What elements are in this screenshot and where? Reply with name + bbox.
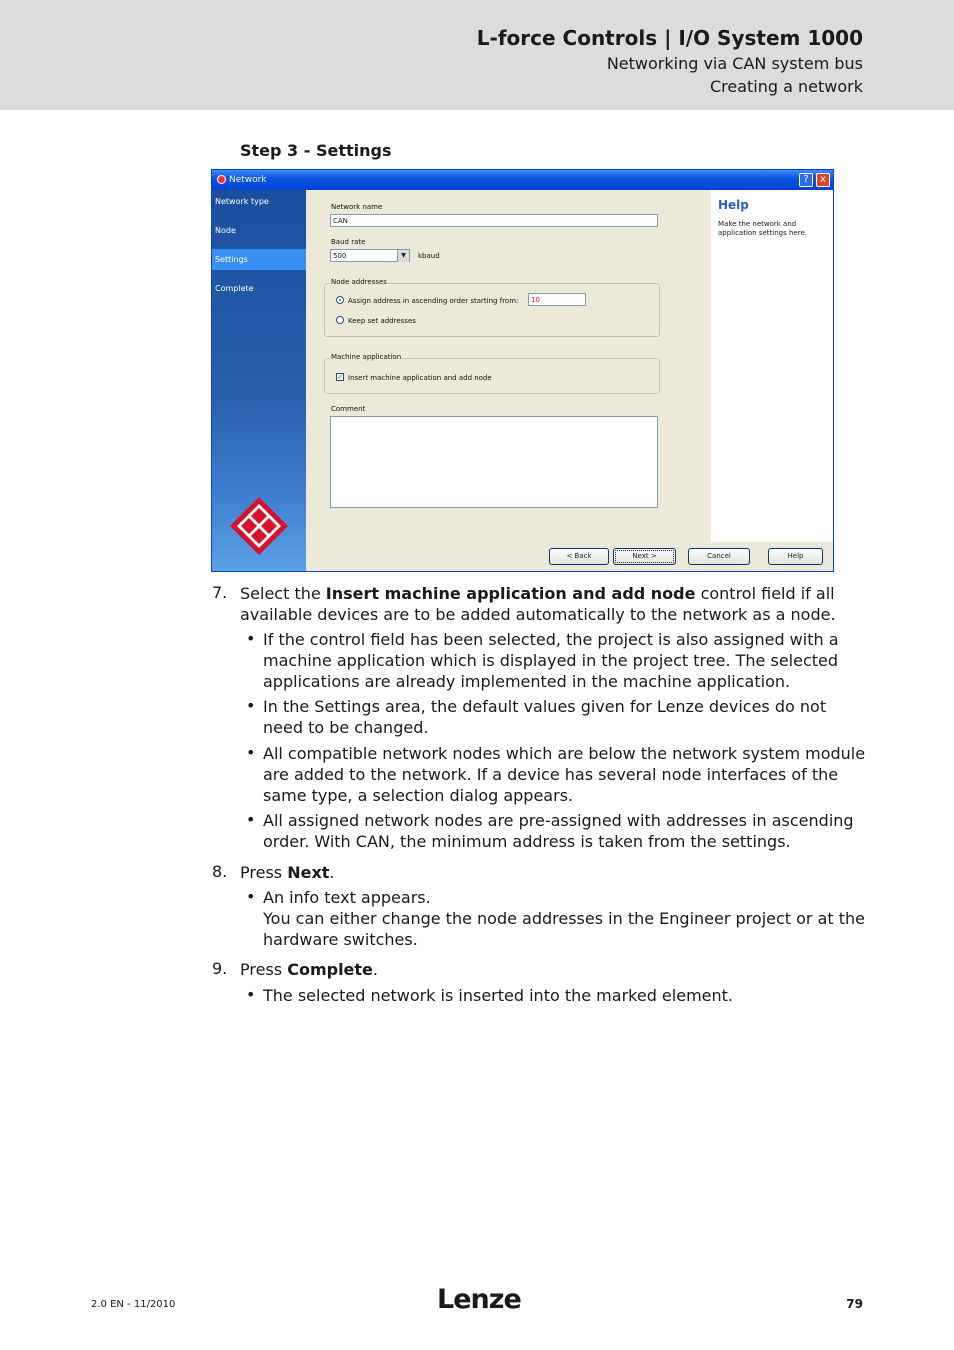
cancel-button[interactable]: Cancel — [688, 548, 750, 565]
lenze-diamond-logo — [229, 496, 289, 556]
footer-lenze-logo: Lenze — [437, 1284, 521, 1315]
baud-unit-label: kbaud — [418, 252, 440, 260]
keep-addresses-radio[interactable] — [336, 316, 344, 324]
assign-address-radio[interactable] — [336, 296, 344, 304]
bullet-icon: • — [246, 985, 256, 1004]
step-8-bullet-1: An info text appears. — [263, 888, 431, 907]
step-9-text: Press Complete. — [240, 960, 378, 979]
bullet-icon: • — [246, 743, 256, 762]
dialog-titlebar — [212, 170, 833, 190]
sidebar-item-node[interactable]: Node — [215, 226, 236, 235]
step-7-text: Select the Insert machine application and add node control field if all available devices are to be added automatically to the network as a node. — [240, 584, 836, 624]
settings-form — [306, 190, 711, 571]
step-9-number: 9. — [212, 959, 228, 978]
page-number: 79 — [846, 1297, 863, 1311]
step-9-button-name: Complete — [287, 960, 373, 979]
header-subtitle-topic: Creating a network — [709, 77, 863, 96]
next-button[interactable]: Next > — [613, 548, 676, 565]
start-address-input[interactable]: 10 — [528, 293, 586, 306]
header-title: L-force Controls | I/O System 1000 — [476, 26, 863, 50]
step-heading: Step 3 - Settings — [240, 141, 392, 160]
header-subtitle-section: Networking via CAN system bus — [606, 54, 863, 73]
step-7-bullet-1: If the control field has been selected, the project is also assigned with a machine application which is displayed in the project tree. The selected applications are already implemented in the machine application. — [263, 630, 839, 691]
bullet-icon: • — [246, 629, 256, 648]
dropdown-arrow-icon[interactable]: ▼ — [397, 250, 409, 262]
step-7-control-name: Insert machine application and add node — [325, 584, 696, 603]
step-7-bullet-3: All compatible network nodes which are below the network system module are added to the network. If a device has several node interfaces of the same type, a selection dialog appears. — [263, 744, 866, 805]
step-9-bullet-1: The selected network is inserted into the marked element. — [263, 986, 733, 1005]
baud-rate-value: 500 — [333, 252, 347, 260]
insert-machine-app-checkbox[interactable]: ✓ — [337, 373, 343, 381]
node-addresses-label: Node addresses — [331, 278, 387, 286]
help-button[interactable]: Help — [768, 548, 823, 565]
sidebar-item-network-type[interactable]: Network type — [215, 197, 269, 206]
title-close-button[interactable]: x — [816, 173, 830, 187]
footer-version: 2.0 EN - 11/2010 — [91, 1299, 176, 1310]
bullet-icon: • — [246, 887, 256, 906]
help-text: Make the network and application settings here. — [718, 220, 807, 237]
step-8-number: 8. — [212, 862, 228, 881]
wizard-sidebar — [212, 190, 306, 571]
step-8-bullet-1-continued: You can either change the node addresses in the Engineer project or at the hardware switches. — [263, 909, 866, 949]
baud-rate-select[interactable] — [330, 249, 410, 262]
sidebar-item-settings[interactable]: Settings — [212, 249, 306, 270]
comment-textarea[interactable] — [330, 416, 658, 508]
keep-addresses-label: Keep set addresses — [348, 317, 416, 325]
step-7-bullet-2: In the Settings area, the default values given for Lenze devices do not need to be changed. — [263, 697, 827, 737]
network-name-label: Network name — [331, 203, 383, 211]
step-8-button-name: Next — [287, 863, 330, 882]
step-8-text: Press Next. — [240, 863, 335, 882]
baud-rate-label: Baud rate — [331, 238, 366, 246]
app-icon — [217, 175, 226, 184]
back-button[interactable]: < Back — [549, 548, 609, 565]
step-7-bullet-4: All assigned network nodes are pre-assigned with addresses in ascending order. With CAN, the minimum address is taken from the settings. — [263, 811, 854, 851]
sidebar-item-complete[interactable]: Complete — [215, 284, 254, 293]
step-7-number: 7. — [212, 583, 228, 602]
machine-application-label: Machine application — [331, 353, 402, 361]
bullet-icon: • — [246, 696, 256, 715]
help-panel — [711, 190, 833, 542]
node-addresses-group — [324, 283, 660, 337]
insert-machine-app-label: Insert machine application and add node — [348, 374, 492, 382]
bullet-icon: • — [246, 810, 256, 829]
help-title: Help — [718, 198, 749, 212]
comment-label: Comment — [331, 405, 366, 413]
dialog-title: Network — [229, 175, 267, 185]
network-name-input[interactable]: CAN — [330, 214, 658, 227]
network-dialog — [211, 169, 834, 572]
title-help-button[interactable]: ? — [799, 173, 813, 187]
assign-address-label: Assign address in ascending order starting from: — [348, 297, 519, 305]
